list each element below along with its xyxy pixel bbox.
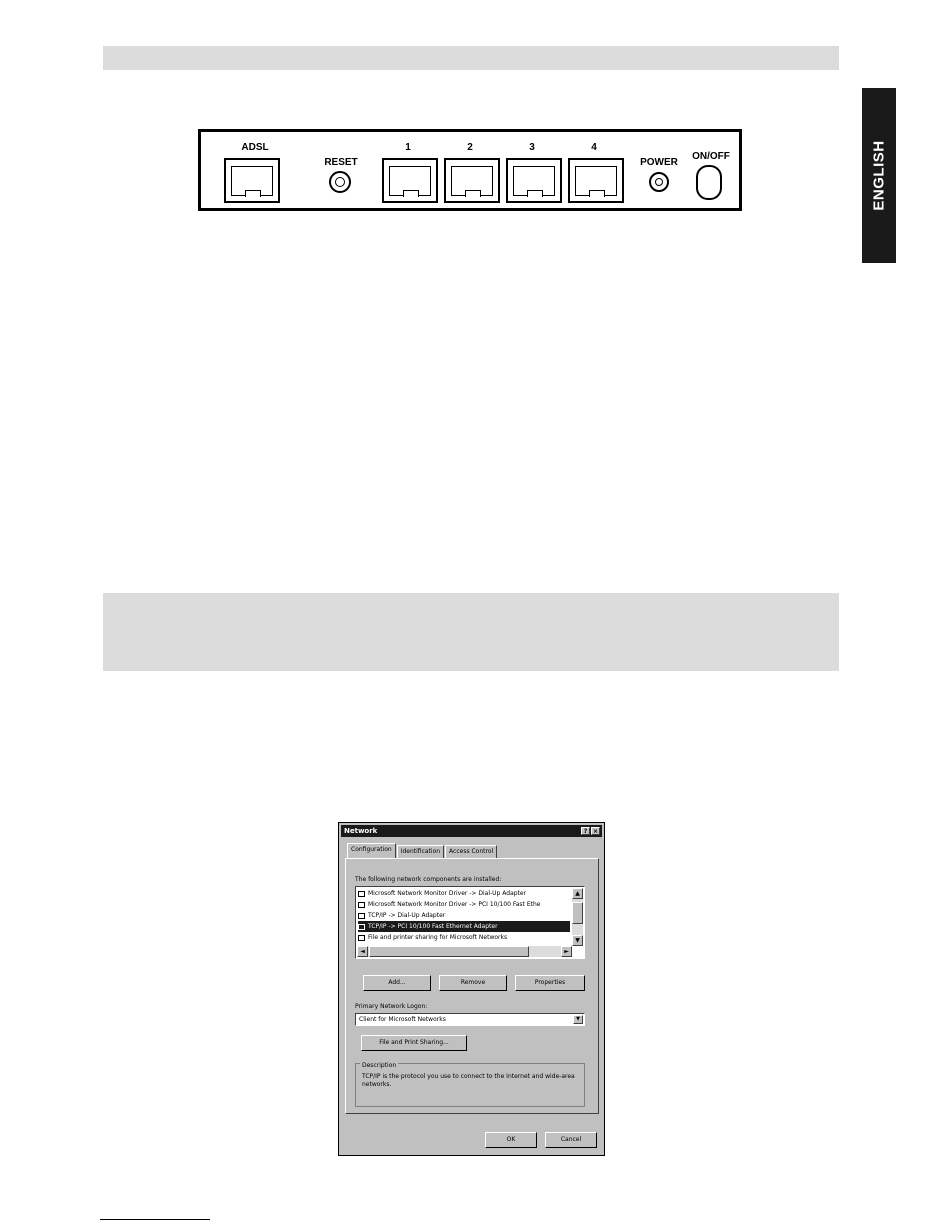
tab-identification[interactable]: Identification (397, 845, 444, 859)
hscroll-thumb[interactable] (369, 946, 529, 957)
tab-configuration[interactable]: Configuration (347, 843, 396, 859)
scroll-thumb[interactable] (572, 902, 583, 924)
footnote-rule (100, 1219, 210, 1220)
list-item-selected[interactable]: TCP/IP -> PCI 10/100 Fast Ethernet Adapter (358, 921, 570, 932)
lan3-port (506, 158, 562, 203)
network-component-icon (358, 891, 365, 897)
adsl-label: ADSL (241, 142, 269, 153)
description-group (355, 1063, 585, 1107)
lan3-label: 3 (529, 142, 535, 153)
components-list[interactable] (355, 886, 585, 959)
file-print-sharing-button[interactable]: File and Print Sharing... (361, 1035, 467, 1051)
network-dialog (338, 822, 605, 1156)
reset-button (329, 171, 351, 193)
lan2-port (444, 158, 500, 203)
language-label: ENGLISH (870, 140, 888, 211)
components-label: The following network components are installed: (355, 876, 502, 883)
properties-button[interactable]: Properties (515, 975, 585, 991)
network-component-icon (358, 913, 365, 919)
close-button[interactable]: × (592, 828, 599, 835)
lan2-label: 2 (467, 142, 473, 153)
description-text: TCP/IP is the protocol you use to connect to the Internet and wide-area networks. (362, 1073, 575, 1088)
remove-button[interactable]: Remove (439, 975, 507, 991)
scroll-right-icon[interactable]: ► (561, 946, 572, 957)
tab-strip (347, 845, 498, 859)
ok-button[interactable]: OK (485, 1132, 537, 1148)
lan4-port (568, 158, 624, 203)
network-component-icon (358, 935, 365, 941)
add-button[interactable]: Add... (363, 975, 431, 991)
onoff-label: ON/OFF (692, 151, 730, 162)
power-switch (696, 165, 722, 200)
dialog-title: Network (344, 827, 378, 835)
list-item[interactable]: Microsoft Network Monitor Driver -> Dial-Up Adapter (358, 888, 570, 899)
logon-value: Client for Microsoft Networks (359, 1016, 446, 1023)
horizontal-scrollbar[interactable] (357, 946, 572, 957)
cancel-button[interactable]: Cancel (545, 1132, 597, 1148)
language-tab (862, 88, 896, 263)
vertical-scrollbar[interactable] (572, 888, 583, 946)
logon-label: Primary Network Logon: (355, 1003, 428, 1010)
list-item[interactable]: TCP/IP -> Dial-Up Adapter (358, 910, 570, 921)
network-component-icon (358, 924, 365, 930)
logon-select[interactable] (355, 1013, 585, 1026)
chevron-down-icon[interactable]: ▼ (573, 1015, 583, 1024)
reset-label: RESET (324, 157, 358, 168)
lan1-label: 1 (405, 142, 411, 153)
network-component-icon (358, 902, 365, 908)
router-rear-panel (198, 129, 742, 211)
scroll-down-icon[interactable]: ▼ (572, 935, 583, 946)
tab-access-control[interactable]: Access Control (445, 845, 497, 859)
section-band (103, 593, 839, 671)
dialog-titlebar (341, 825, 602, 837)
lan4-label: 4 (591, 142, 597, 153)
list-item[interactable]: Microsoft Network Monitor Driver -> PCI 10/100 Fast Ethe (358, 899, 570, 910)
power-jack (649, 172, 669, 192)
lan1-port (382, 158, 438, 203)
adsl-port (224, 158, 280, 203)
help-button[interactable]: ? (581, 827, 590, 835)
header-band (103, 46, 839, 70)
scroll-left-icon[interactable]: ◄ (357, 946, 368, 957)
description-label: Description (362, 1062, 397, 1069)
list-item[interactable]: File and printer sharing for Microsoft Networks (358, 932, 570, 943)
power-label: POWER (640, 157, 678, 168)
scroll-up-icon[interactable]: ▲ (572, 888, 583, 899)
